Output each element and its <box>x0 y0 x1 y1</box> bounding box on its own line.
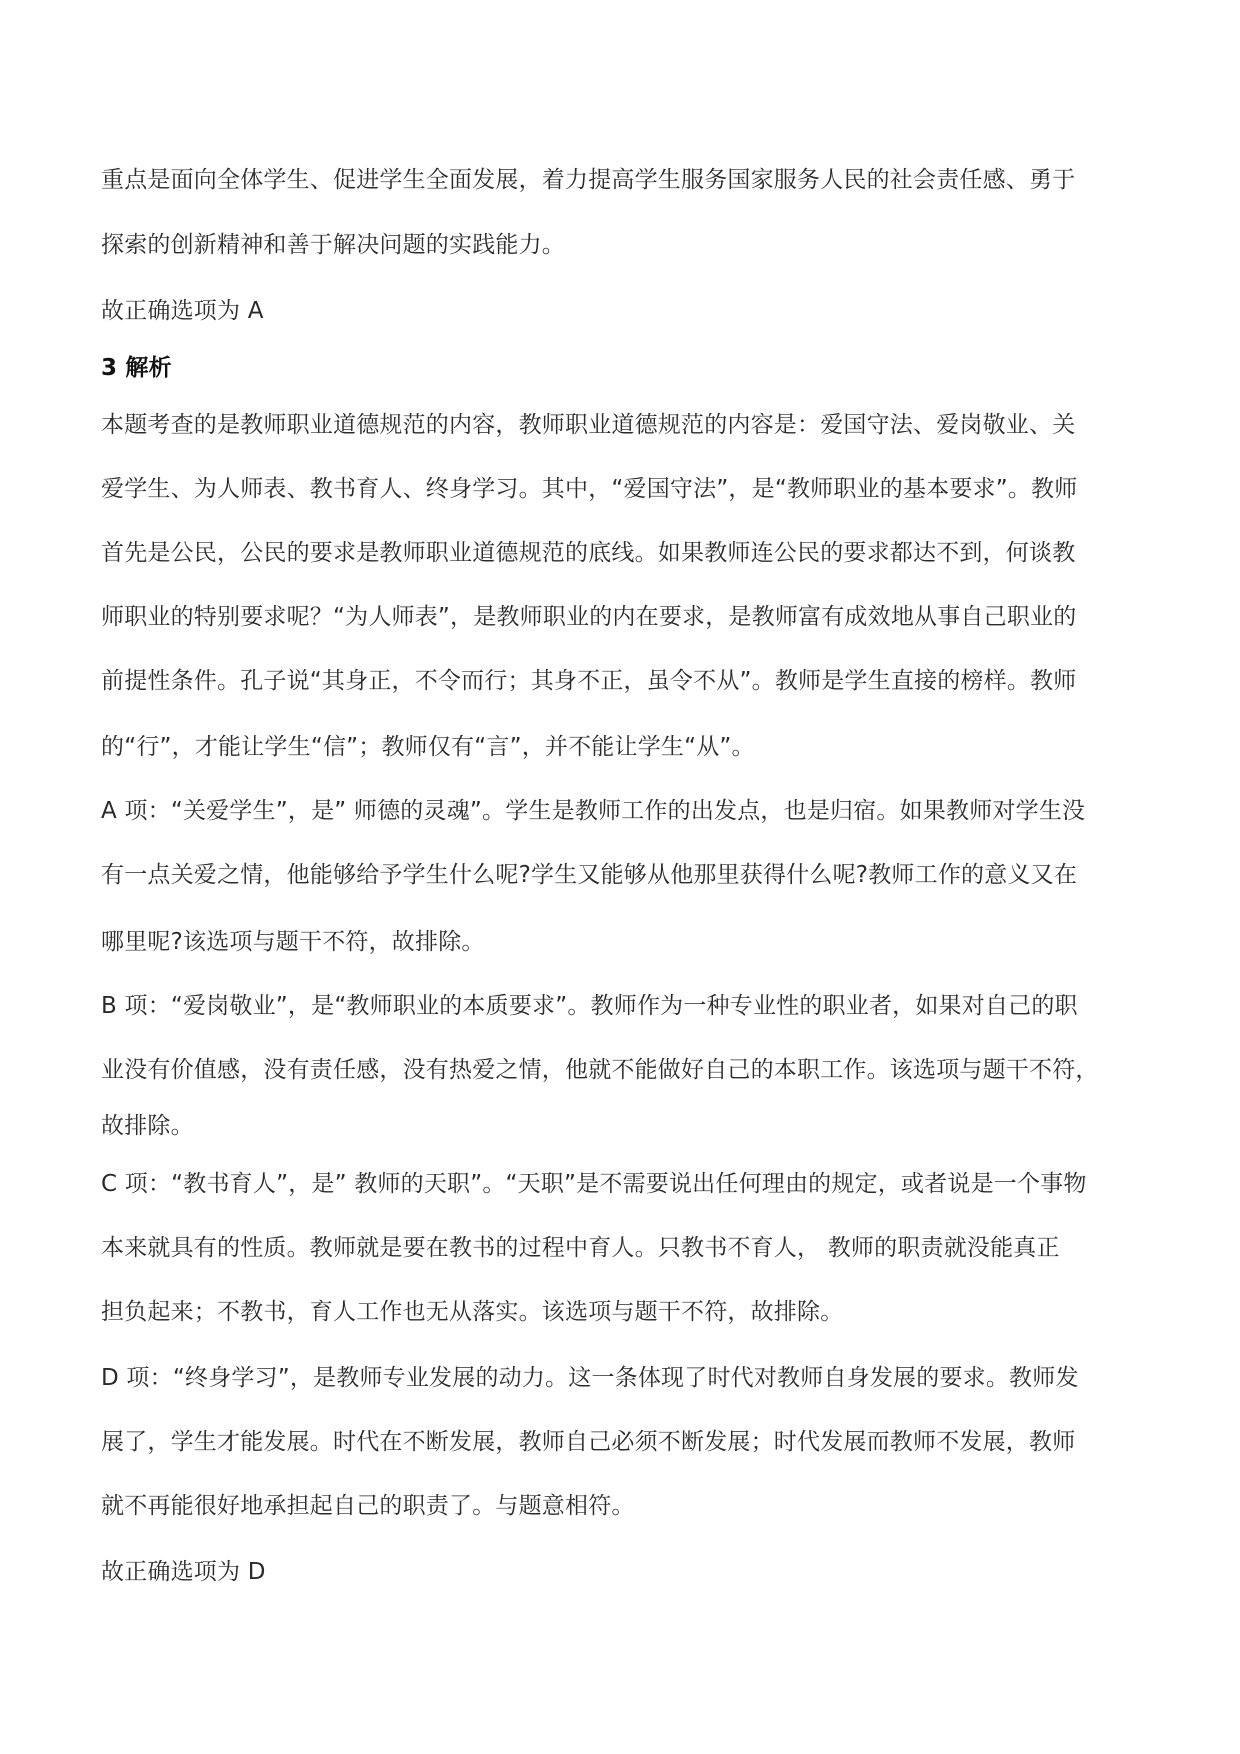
text-line: 业没有价值感，没有责任感，没有热爱之情，他就不能做好自己的本职工作。该选项与题干不符， <box>101 1057 1099 1083</box>
text-line: 爱学生、为人师表、教书育人、终身学习。其中，“爱国守法”，是“教师职业的基本要求”。教师 <box>101 476 1078 502</box>
option-c-line: C 项：“教书育人”，是” 教师的天职”。“天职”是不需要说出任何理由的规定，或者说是一个事物 <box>101 1171 1087 1197</box>
text-line: 首先是公民，公民的要求是教师职业道德规范的底线。如果教师连公民的要求都达不到，何谈教 <box>101 540 1076 566</box>
option-b-line: B 项：“爱岗敬业”，是“教师职业的本质要求”。教师作为一种专业性的职业者，如果对自己的职 <box>101 993 1078 1019</box>
answer-line: 故正确选项为 D <box>101 1559 266 1585</box>
text-line: 前提性条件。孔子说“其身正，不令而行；其身不正，虽令不从”。教师是学生直接的榜样。教师 <box>101 668 1077 694</box>
text-line: 的“行”，才能让学生“信”；教师仅有“言”，并不能让学生“从”。 <box>101 734 755 760</box>
text-line: 探索的创新精神和善于解决问题的实践能力。 <box>101 232 565 258</box>
text-line: 重点是面向全体学生、促进学生全面发展，着力提高学生服务国家服务人民的社会责任感、勇于 <box>101 167 1076 193</box>
text-line: 展了，学生才能发展。时代在不断发展，教师自己必须不断发展；时代发展而教师不发展，教师 <box>101 1429 1076 1455</box>
text-line: 本来就具有的性质。教师就是要在教书的过程中育人。只教书不育人， 教师的职责就没能真正 <box>101 1235 1060 1261</box>
text-line: 有一点关爱之情，他能够给予学生什么呢?学生又能够从他那里获得什么呢?教师工作的意义又在 <box>101 862 1078 888</box>
option-a-line: A 项：“关爱学生”，是” 师德的灵魂”。学生是教师工作的出发点，也是归宿。如果教师对学生没 <box>101 798 1086 824</box>
section-heading: 3 解析 <box>101 355 172 381</box>
text-line: 故排除。 <box>101 1113 194 1139</box>
option-d-line: D 项：“终身学习”，是教师专业发展的动力。这一条体现了时代对教师自身发展的要求。教师发 <box>101 1365 1079 1391</box>
answer-line: 故正确选项为 A <box>101 298 264 324</box>
text-line: 哪里呢?该选项与题干不符，故排除。 <box>101 929 485 955</box>
text-line: 本题考查的是教师职业道德规范的内容，教师职业道德规范的内容是：爱国守法、爱岗敬业、关 <box>101 412 1076 438</box>
text-line: 师职业的特别要求呢？“为人师表”，是教师职业的内在要求，是教师富有成效地从事自己职业的 <box>101 604 1077 630</box>
text-line: 担负起来；不教书，育人工作也无从落实。该选项与题干不符，故排除。 <box>101 1299 844 1325</box>
text-line: 就不再能很好地承担起自己的职责了。与题意相符。 <box>101 1493 635 1519</box>
